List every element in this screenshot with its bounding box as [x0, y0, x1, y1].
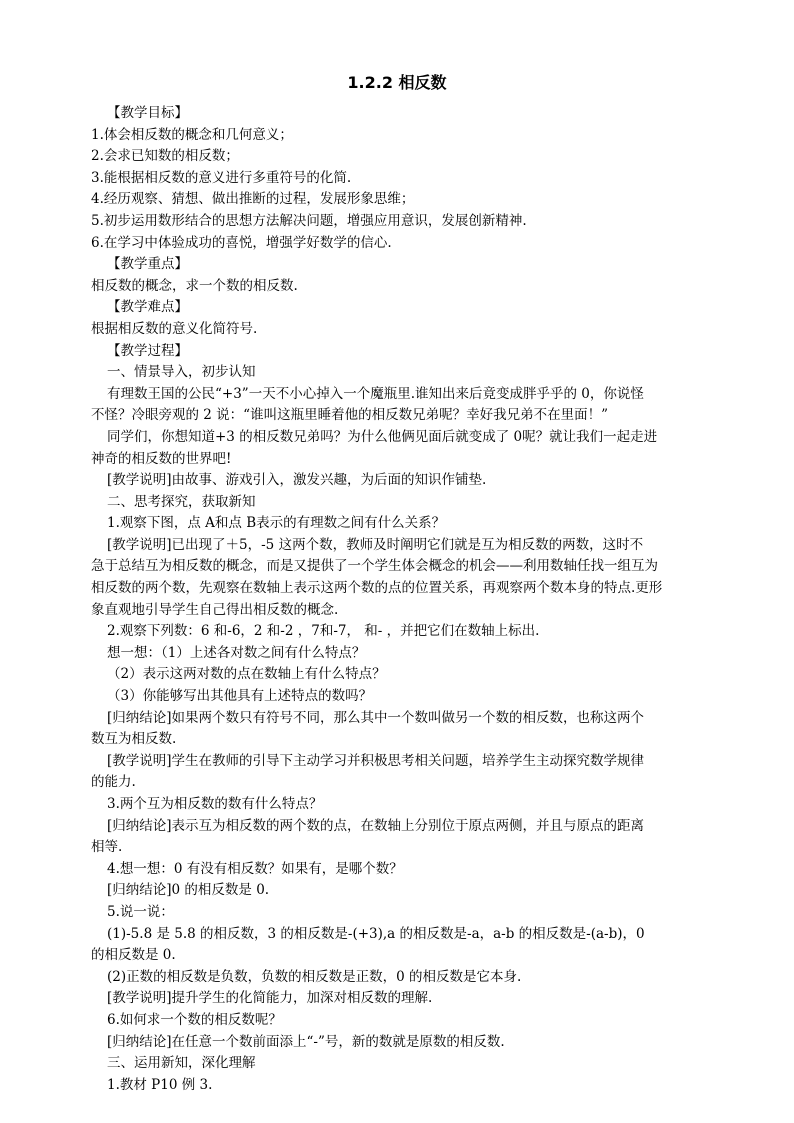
teaching-note: [教学说明]由故事、游戏引入，激发兴趣，为后面的知识作铺垫. — [107, 472, 487, 489]
subsection-heading: 二、思考探究，获取新知 — [107, 493, 256, 510]
objective-item: 3.能根据相反数的意义进行多重符号的化简. — [91, 169, 352, 186]
question-item: 2.观察下列数：6 和-6，2 和-2 ，7和-7， 和- ，并把它们在数轴上标出. — [107, 623, 540, 640]
think-prompt: （2）表示这两对数的点在数轴上有什么特点？ — [107, 666, 386, 683]
paragraph-line: 不怪？冷眼旁观的 2 说：“谁叫这瓶里睡着他的相反数兄弟呢？幸好我兄弟不在里面！” — [91, 407, 608, 424]
paragraph-line: 有理数王国的公民“+3”一天不小心掉入一个魔瓶里.谁知出来后竟变成胖乎乎的 0，你说怪 — [107, 385, 644, 402]
question-item: 5.说一说： — [107, 903, 174, 920]
paragraph-line: 的相反数是 0. — [91, 947, 176, 964]
paragraph-line: 数互为相反数. — [91, 731, 177, 748]
objective-item: 1.体会相反数的概念和几何意义； — [91, 126, 293, 143]
objective-item: 5.初步运用数形结合的思想方法解决问题，增强应用意识，发展创新精神. — [91, 212, 527, 229]
difficulty-text: 根据相反数的意义化简符号. — [91, 320, 258, 337]
think-prompt: （3）你能够写出其他具有上述特点的数吗？ — [107, 688, 373, 705]
think-prompt: 想一想：（1）上述各对数之间有什么特点？ — [107, 644, 366, 661]
page-title: 1.2.2 相反数 — [347, 73, 447, 92]
paragraph-line: 的能力. — [91, 774, 136, 791]
document-body — [91, 103, 733, 1096]
question-item: 4.想一想：0 有没有相反数？如果有，是哪个数？ — [107, 860, 403, 877]
paragraph-line: (1)-5.8 是 5.8 的相反数，3 的相反数是-(+3),a 的相反数是-a，a-b 的相反数是-(a-b)，0 — [107, 925, 645, 942]
section-heading-process: 【教学过程】 — [107, 342, 188, 359]
teaching-note: [教学说明]已出现了＋5，-5 这两个数，教师及时阐明它们就是互为相反数的两数，这时不 — [107, 536, 644, 553]
paragraph-line: 象直观地引导学生自己得出相反数的概念. — [91, 601, 339, 618]
section-heading-objectives: 【教学目标】 — [107, 105, 188, 121]
paragraph-line: (2)正数的相反数是负数，负数的相反数是正数，0 的相反数是它本身. — [107, 968, 522, 985]
key-point-text: 相反数的概念，求一个数的相反数. — [91, 277, 298, 294]
paragraph-line: 相等. — [91, 839, 123, 856]
objective-item: 6.在学习中体验成功的喜悦，增强学好数学的信心. — [91, 234, 392, 251]
paragraph-line: 相反数的两个数，先观察在数轴上表示这两个数的点的位置关系，再观察两个数本身的特点.更形 — [91, 580, 663, 597]
section-heading-key-points: 【教学重点】 — [107, 256, 188, 273]
paragraph-line: 神奇的相反数的世界吧! — [91, 450, 232, 467]
conclusion-note: [归纳结论]表示互为相反数的两个数的点，在数轴上分别位于原点两侧，并且与原点的距离 — [107, 817, 645, 834]
teaching-note: [教学说明]提升学生的化简能力，加深对相反数的理解. — [107, 990, 433, 1007]
question-item: 1.观察下图，点 A和点 B表示的有理数之间有什么关系？ — [107, 515, 446, 532]
question-item: 3.两个互为相反数的数有什么特点？ — [107, 796, 323, 812]
section-heading-difficulties: 【教学难点】 — [107, 299, 188, 316]
question-item: 6.如何求一个数的相反数呢？ — [107, 1011, 282, 1028]
subsection-heading: 一、情景导入，初步认知 — [107, 364, 256, 381]
paragraph-line: 急于总结互为相反数的概念，而是又提供了一个学生体会概念的机会——利用数轴任找一组互为 — [91, 558, 658, 575]
conclusion-note: [归纳结论]在任意一个数前面添上“-”号，新的数就是原数的相反数. — [107, 1033, 505, 1050]
subsection-heading: 三、运用新知，深化理解 — [107, 1055, 256, 1072]
teaching-note: [教学说明]学生在教师的引导下主动学习并积极思考相关问题，培养学生主动探究数学规律 — [107, 752, 645, 769]
objective-item: 2.会求已知数的相反数； — [91, 148, 239, 165]
conclusion-note: [归纳结论]0 的相反数是 0. — [107, 882, 270, 899]
paragraph-line: 同学们，你想知道+3 的相反数兄弟吗？为什么他俩见面后就变成了 0呢？就让我们一起走进 — [107, 428, 658, 445]
question-item: 1.教材 P10 例 3. — [107, 1076, 213, 1093]
conclusion-note: [归纳结论]如果两个数只有符号不同，那么其中一个数叫做另一个数的相反数，也称这两个 — [107, 709, 645, 726]
objective-item: 4.经历观察、猜想、做出推断的过程，发展形象思维； — [91, 191, 415, 208]
